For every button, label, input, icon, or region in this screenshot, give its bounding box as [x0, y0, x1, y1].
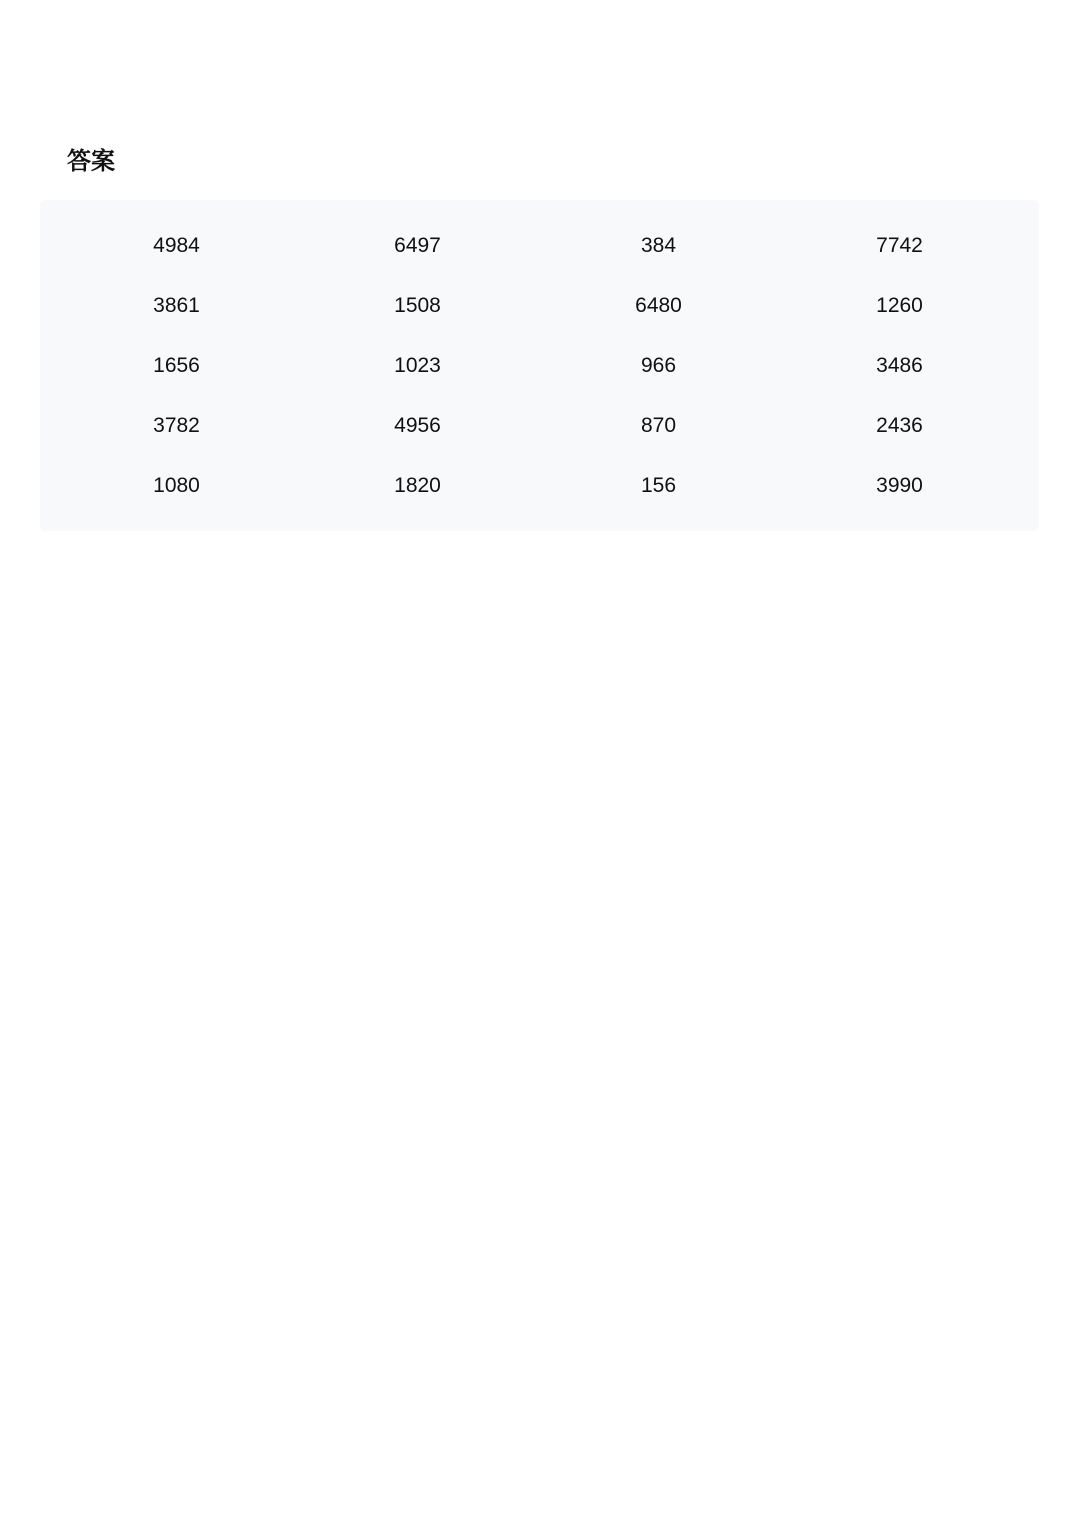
answer-cell: 3782	[153, 414, 200, 437]
answer-cell: 870	[640, 414, 677, 437]
answer-cell: 3990	[876, 474, 923, 497]
answer-cell: 7742	[876, 234, 923, 257]
answers-heading: 答案	[67, 147, 115, 175]
answer-cell: 1820	[394, 474, 441, 497]
answer-cell: 1260	[876, 294, 923, 317]
answer-cell: 966	[640, 354, 677, 377]
answer-cell: 6480	[635, 294, 682, 317]
answer-cell: 6497	[394, 234, 441, 257]
answer-cell: 3861	[153, 294, 200, 317]
answer-cell: 4956	[394, 414, 441, 437]
answer-cell: 1023	[394, 354, 441, 377]
answer-row	[40, 276, 1039, 336]
answer-row	[40, 456, 1039, 516]
answers-panel	[40, 200, 1039, 531]
answer-cell: 1508	[394, 294, 441, 317]
answer-cell: 156	[640, 474, 677, 497]
answer-cell: 2436	[876, 414, 923, 437]
answer-cell: 3486	[876, 354, 923, 377]
answer-cell: 4984	[153, 234, 200, 257]
answer-cell: 1080	[153, 474, 200, 497]
answer-cell: 1656	[153, 354, 200, 377]
answer-cell: 384	[640, 234, 677, 257]
answer-row	[40, 216, 1039, 276]
answer-row	[40, 396, 1039, 456]
answer-row	[40, 336, 1039, 396]
